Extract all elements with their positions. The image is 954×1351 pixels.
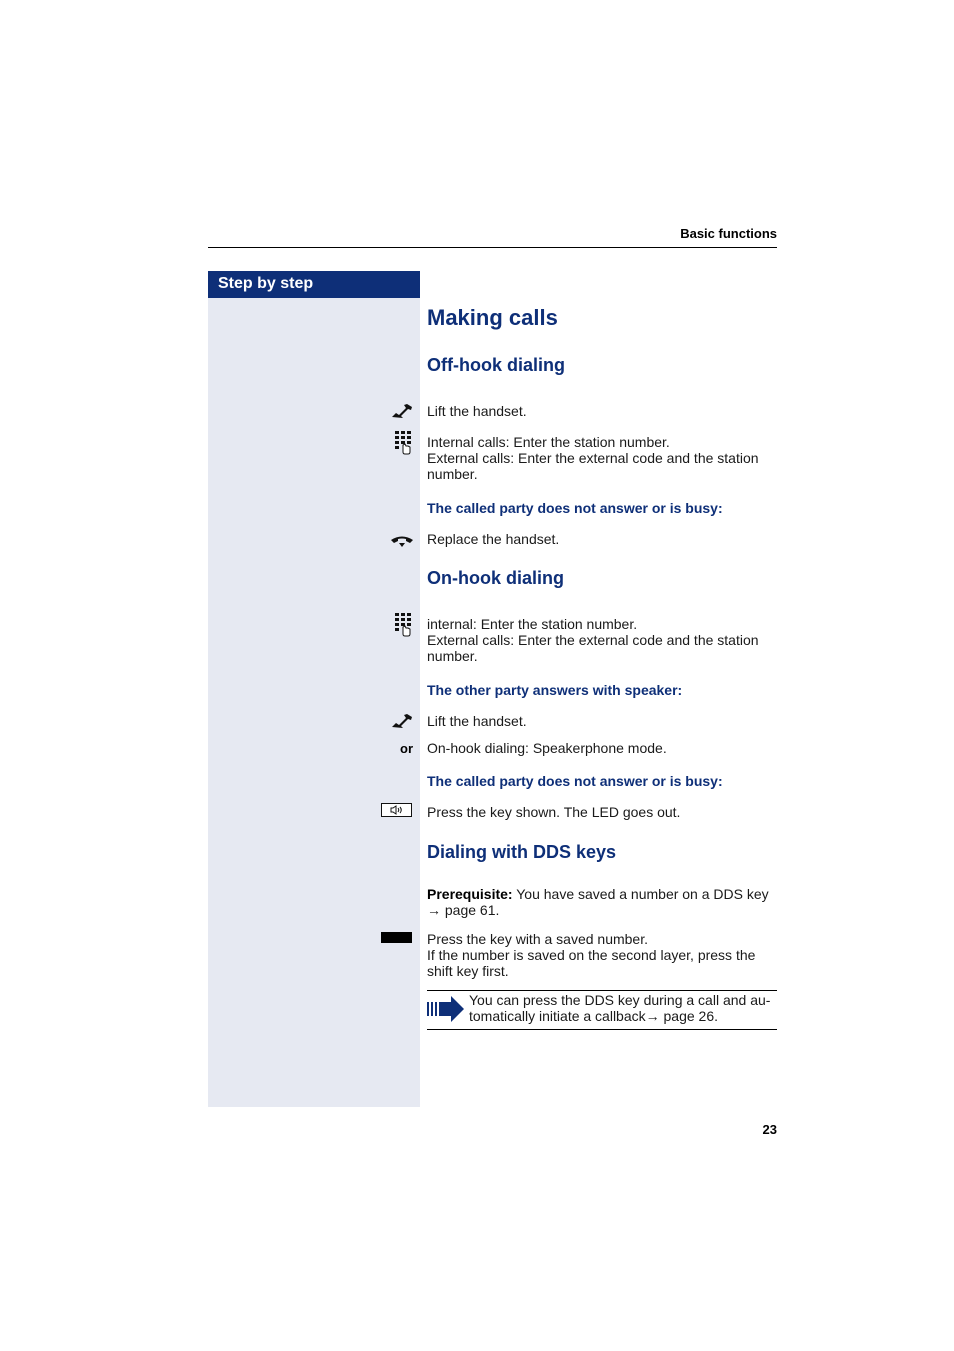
note-line2: tomatically initiate a callback→ page 26.: [469, 1008, 719, 1024]
keypad-icon: [394, 430, 414, 455]
prerequisite-text: You have saved a number on a DDS key: [512, 886, 769, 902]
speaker-key-icon: [381, 803, 412, 817]
note-bottom-rule: [427, 1029, 777, 1030]
note-line1: You can press the DDS key during a call and au-: [469, 992, 771, 1008]
offhook-step2-line2: External calls: Enter the external code and the station: [427, 450, 759, 466]
onhook-subheading-speaker: The other party answers with speaker:: [427, 682, 683, 698]
offhook-step2: [427, 434, 777, 482]
dds-prerequisite: [427, 886, 777, 918]
offhook-subheading: The called party does not answer or is busy:: [427, 500, 723, 516]
dds-step1-line1: Press the key with a saved number.: [427, 931, 648, 947]
offhook-step1: Lift the handset.: [427, 403, 527, 419]
dds-step1-line3: shift key first.: [427, 963, 509, 979]
page-title: Making calls: [427, 305, 558, 330]
header-rule: [208, 247, 777, 248]
offhook-step2-line1: Internal calls: Enter the station number.: [427, 434, 670, 450]
onhook-step1-line3: number.: [427, 648, 478, 664]
offhook-step2-line3: number.: [427, 466, 478, 482]
prerequisite-label: Prerequisite:: [427, 886, 513, 902]
note-arrow-icon: [427, 996, 465, 1022]
dds-step1-line2: If the number is saved on the second layer, press the: [427, 947, 756, 963]
dds-step1: [427, 931, 777, 979]
or-label: or: [400, 741, 413, 756]
step-by-step-heading: Step by step: [208, 271, 420, 298]
onhook-heading: On-hook dialing: [427, 568, 564, 588]
onhook-step4: Press the key shown. The LED goes out.: [427, 804, 681, 820]
lift-handset-icon: [390, 403, 414, 419]
running-header: Basic functions: [680, 226, 777, 241]
step-by-step-column: [208, 271, 420, 1107]
dds-key-icon: [381, 932, 412, 943]
note-text: [469, 992, 777, 1024]
offhook-heading: Off-hook dialing: [427, 355, 565, 375]
onhook-step1-line1: internal: Enter the station number.: [427, 616, 638, 632]
keypad-icon: [394, 612, 414, 637]
onhook-subheading-busy: The called party does not answer or is busy:: [427, 773, 723, 789]
lift-handset-icon: [390, 713, 414, 729]
prerequisite-page-ref: → page 61.: [427, 902, 500, 918]
onhook-step1-line2: External calls: Enter the external code and the station: [427, 632, 759, 648]
note-top-rule: [427, 990, 777, 991]
onhook-step3: On-hook dialing: Speakerphone mode.: [427, 740, 667, 756]
onhook-step2: Lift the handset.: [427, 713, 527, 729]
replace-handset-icon: [390, 534, 414, 548]
page-number: 23: [762, 1122, 777, 1137]
dds-heading: Dialing with DDS keys: [427, 842, 617, 862]
onhook-step1: [427, 616, 777, 664]
offhook-step3: Replace the handset.: [427, 531, 560, 547]
